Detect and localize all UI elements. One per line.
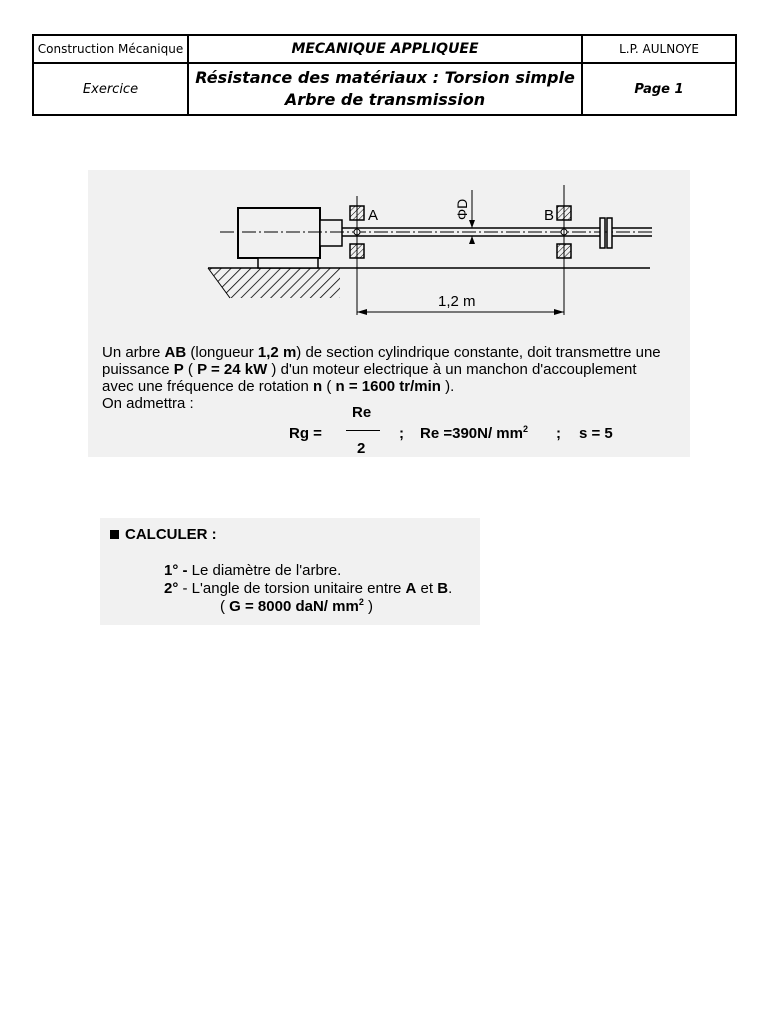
task-heading: CALCULER : (125, 526, 217, 543)
bullet-square-icon (110, 530, 119, 539)
document-title: MECANIQUE APPLIQUEE (291, 41, 479, 57)
label-a: A (368, 207, 379, 224)
header-table (32, 34, 737, 116)
page-number: Page 1 (634, 81, 684, 97)
topic-cell (189, 64, 581, 114)
re-numerator: Re (352, 404, 372, 421)
category-cell: Exercice (82, 81, 139, 97)
shaft-drawing (200, 180, 660, 320)
statement-line-3: avec une fréquence de rotation n ( n = 1600 tr/min ). (102, 378, 455, 395)
shear-modulus: ( G = 8000 daN/ $mm^2$ ) (220, 597, 374, 615)
statement-line-1: Un arbre AB (longueur 1,2 m) de section cylindrique constante, doit transmettre une (102, 344, 661, 361)
re-denominator: 2 (357, 440, 366, 457)
bearing-a (350, 196, 364, 315)
label-diameter: ΦD (454, 198, 470, 220)
re-value: Re =390N/ $mm^2$ (420, 424, 528, 442)
school-cell: L.P. AULNOYE (619, 42, 699, 56)
statement-line-4: On admettra : (102, 395, 194, 412)
topic-line2: Arbre de transmission (284, 90, 486, 109)
rg-label: Rg = (289, 425, 322, 442)
bearing-b (557, 185, 571, 315)
subject-cell: Construction Mécanique (37, 42, 184, 56)
electric-motor (238, 208, 342, 268)
ground-hatching (208, 268, 340, 298)
s-value: s = 5 (579, 425, 613, 442)
fraction-bar (346, 430, 380, 431)
label-b: B (544, 207, 555, 224)
semicolon-1: ; (399, 425, 404, 442)
label-length: 1,2 m (438, 293, 476, 310)
coupling (600, 218, 612, 248)
semicolon-2: ; (556, 425, 561, 442)
question-1: 1° - Le diamètre de l'arbre. (164, 562, 342, 579)
statement-line-2: puissance P ( P = 24 kW ) d'un moteur electrique à un manchon d'accouplement (102, 361, 637, 378)
topic-line1: Résistance des matériaux : Torsion simple (195, 68, 575, 87)
question-2: 2° - L'angle de torsion unitaire entre A et B. (164, 580, 453, 597)
